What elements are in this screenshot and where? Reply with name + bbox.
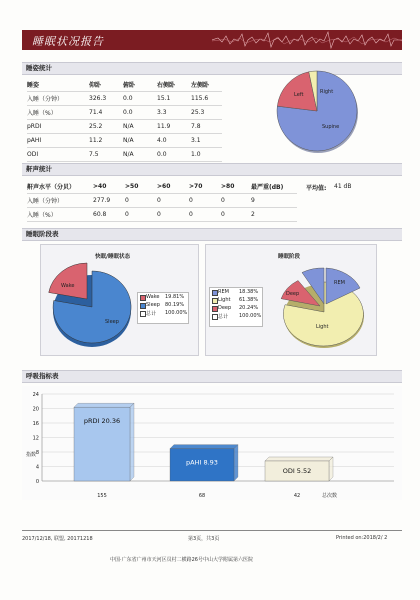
table-cell: 0: [157, 208, 189, 222]
row-label: pRDI: [27, 120, 89, 134]
table-cell: 9: [251, 194, 297, 208]
bar-value-label: ODI 5.52: [282, 466, 312, 475]
legend-value: 20.24%: [239, 305, 259, 311]
table-row: [27, 134, 222, 148]
sleep-state-legend: [137, 292, 189, 324]
bar-top: [74, 403, 134, 407]
bar-value-label: pAHI 8.93: [186, 458, 218, 467]
table-header-cell: >60: [157, 180, 189, 194]
table-row: [27, 194, 297, 208]
table-cell: 0: [125, 194, 157, 208]
sleep-stage-pie-chart: [276, 260, 371, 352]
y-axis-label: 指数: [26, 452, 37, 458]
pie-label-deep: Deep: [286, 291, 300, 297]
row-label: 入睡（分钟）: [27, 92, 89, 106]
footer-left: 2017/12/18, 联盟, 20171218: [22, 536, 93, 542]
pie-label-sleep: Sleep: [105, 319, 119, 325]
table-header-cell: >50: [125, 180, 157, 194]
row-label: 入睡（%）: [27, 208, 93, 222]
table-header-cell: 俯卧: [123, 78, 157, 92]
bar-top: [265, 457, 333, 461]
bar-count-label: 155: [97, 493, 107, 499]
respiratory-index-bar-chart: [22, 386, 402, 500]
bar-value-label: pRDI 20.36: [83, 417, 121, 426]
table-cell: N/A: [123, 148, 157, 162]
table-cell: 115.6: [191, 92, 222, 106]
table-cell: 2: [251, 208, 297, 222]
legend-value: 100.00%: [165, 310, 188, 316]
y-tick-label: 16: [32, 421, 39, 427]
table-cell: 71.4: [89, 106, 123, 120]
legend-label: Wake: [146, 294, 160, 300]
table-header-cell: 仰卧: [89, 78, 123, 92]
pie-label-light: Light: [316, 324, 329, 330]
table-cell: 1.0: [191, 148, 222, 162]
footer-divider: [22, 530, 402, 531]
table-cell: 15.1: [157, 92, 191, 106]
sleep-state-pie-chart: [47, 259, 137, 351]
table-cell: 0: [221, 208, 251, 222]
table-header-cell: 睡姿: [27, 78, 89, 92]
legend-label: REM: [218, 289, 229, 295]
snore-section-title: 鼾声统计: [26, 165, 52, 173]
pie-label-left: Left: [294, 92, 304, 98]
bar-count-label: 68: [198, 493, 206, 499]
snore-table: [27, 180, 297, 222]
legend-value: 61.38%: [239, 297, 259, 303]
count-axis-label: 总次数: [322, 493, 338, 499]
footer-printed: Printed on:2018/2/ 2: [336, 535, 388, 541]
table-header-cell: >70: [189, 180, 221, 194]
row-label: 入睡（分钟）: [27, 194, 93, 208]
sleep-stage-panel: [205, 244, 377, 356]
position-table: [27, 78, 222, 162]
sleep-state-panel: [40, 244, 199, 356]
y-tick-label: 4: [35, 464, 39, 471]
table-row: [27, 120, 222, 134]
table-header-cell: 鼾声水平（分贝）: [27, 180, 93, 194]
table-cell: 0: [189, 208, 221, 222]
table-cell: 0.0: [123, 106, 157, 120]
table-header-row: [27, 78, 222, 92]
table-header-row: [27, 180, 297, 194]
bar-count-label: 42: [293, 493, 301, 499]
snore-average-value: 41 dB: [334, 183, 352, 190]
table-cell: 25.3: [191, 106, 222, 120]
bar-side: [234, 445, 238, 481]
y-tick-label: 24: [32, 392, 39, 398]
table-cell: 0: [125, 208, 157, 222]
pie-label-supine: Supine: [322, 124, 340, 130]
report-title: 睡眠状况报告: [32, 35, 104, 48]
table-header-cell: 右侧卧: [157, 78, 191, 92]
waveform-decoration: [212, 30, 402, 50]
table-cell: 11.9: [157, 120, 191, 134]
legend-value: 18.38%: [239, 289, 259, 295]
table-row: [27, 148, 222, 162]
y-tick-label: 12: [32, 435, 39, 442]
report-header-banner: [22, 30, 402, 50]
table-row: [27, 106, 222, 120]
table-cell: 326.3: [89, 92, 123, 106]
legend-value: 19.81%: [165, 294, 185, 300]
table-header-cell: >80: [221, 180, 251, 194]
table-cell: 4.0: [157, 134, 191, 148]
table-header-cell: 左侧卧: [191, 78, 222, 92]
row-label: ODI: [27, 148, 89, 162]
table-row: [27, 92, 222, 106]
footer-hospital: 中国·广东省广州市天河区员村二横路26号中山大学附属第六医院: [110, 557, 253, 563]
table-cell: 3.1: [191, 134, 222, 148]
pie-label-rem: REM: [334, 280, 345, 286]
legend-label: Light: [218, 297, 231, 303]
footer-page: 第3页，共3页: [188, 536, 220, 542]
row-label: 入睡（%）: [27, 106, 89, 120]
table-header-cell: >40: [93, 180, 125, 194]
y-tick-label: 8: [35, 450, 39, 456]
bar-top: [170, 445, 238, 449]
table-cell: N/A: [123, 120, 157, 134]
row-label: pAHI: [27, 134, 89, 148]
table-cell: 25.2: [89, 120, 123, 134]
table-cell: 11.2: [89, 134, 123, 148]
legend-label: 总计: [146, 311, 157, 317]
position-pie-chart: [272, 66, 362, 156]
pie-slice-wake: [49, 263, 87, 299]
y-tick-label: 0: [35, 479, 39, 485]
legend-value: 80.19%: [165, 302, 185, 308]
table-cell: 0: [189, 194, 221, 208]
snore-average-label: 平均值:: [306, 185, 327, 192]
table-cell: 60.8: [93, 208, 125, 222]
snore-section-header: [22, 163, 402, 176]
position-section-title: 睡姿统计: [26, 64, 52, 72]
legend-value: 100.00%: [239, 313, 262, 319]
table-cell: 0: [157, 194, 189, 208]
table-cell: 7.5: [89, 148, 123, 162]
table-row: [27, 208, 297, 222]
table-header-cell: 最严重(dB): [251, 180, 297, 194]
legend-label: 总计: [218, 314, 229, 320]
legend-label: Deep: [218, 305, 232, 311]
sleep-state-title: 快眠/睡眠状态: [95, 254, 131, 260]
stage-section-title: 睡眠阶段表: [26, 230, 59, 238]
table-cell: 0.0: [157, 148, 191, 162]
pie-label-right: Right: [320, 89, 334, 95]
sleep-stage-legend: [209, 287, 263, 327]
bar-side: [130, 403, 134, 481]
resp-section-header: [22, 370, 402, 383]
y-tick-label: 20: [32, 406, 39, 413]
pie-label-wake: Wake: [61, 283, 75, 289]
sleep-stage-title: 睡眠阶段: [278, 254, 301, 260]
table-cell: 277.9: [93, 194, 125, 208]
legend-label: Sleep: [146, 302, 160, 308]
table-cell: 0.0: [123, 92, 157, 106]
table-cell: 7.8: [191, 120, 222, 134]
stage-section-header: [22, 228, 402, 241]
table-cell: 3.3: [157, 106, 191, 120]
table-cell: N/A: [123, 134, 157, 148]
table-cell: 0: [221, 194, 251, 208]
resp-section-title: 呼吸指标表: [26, 372, 59, 380]
